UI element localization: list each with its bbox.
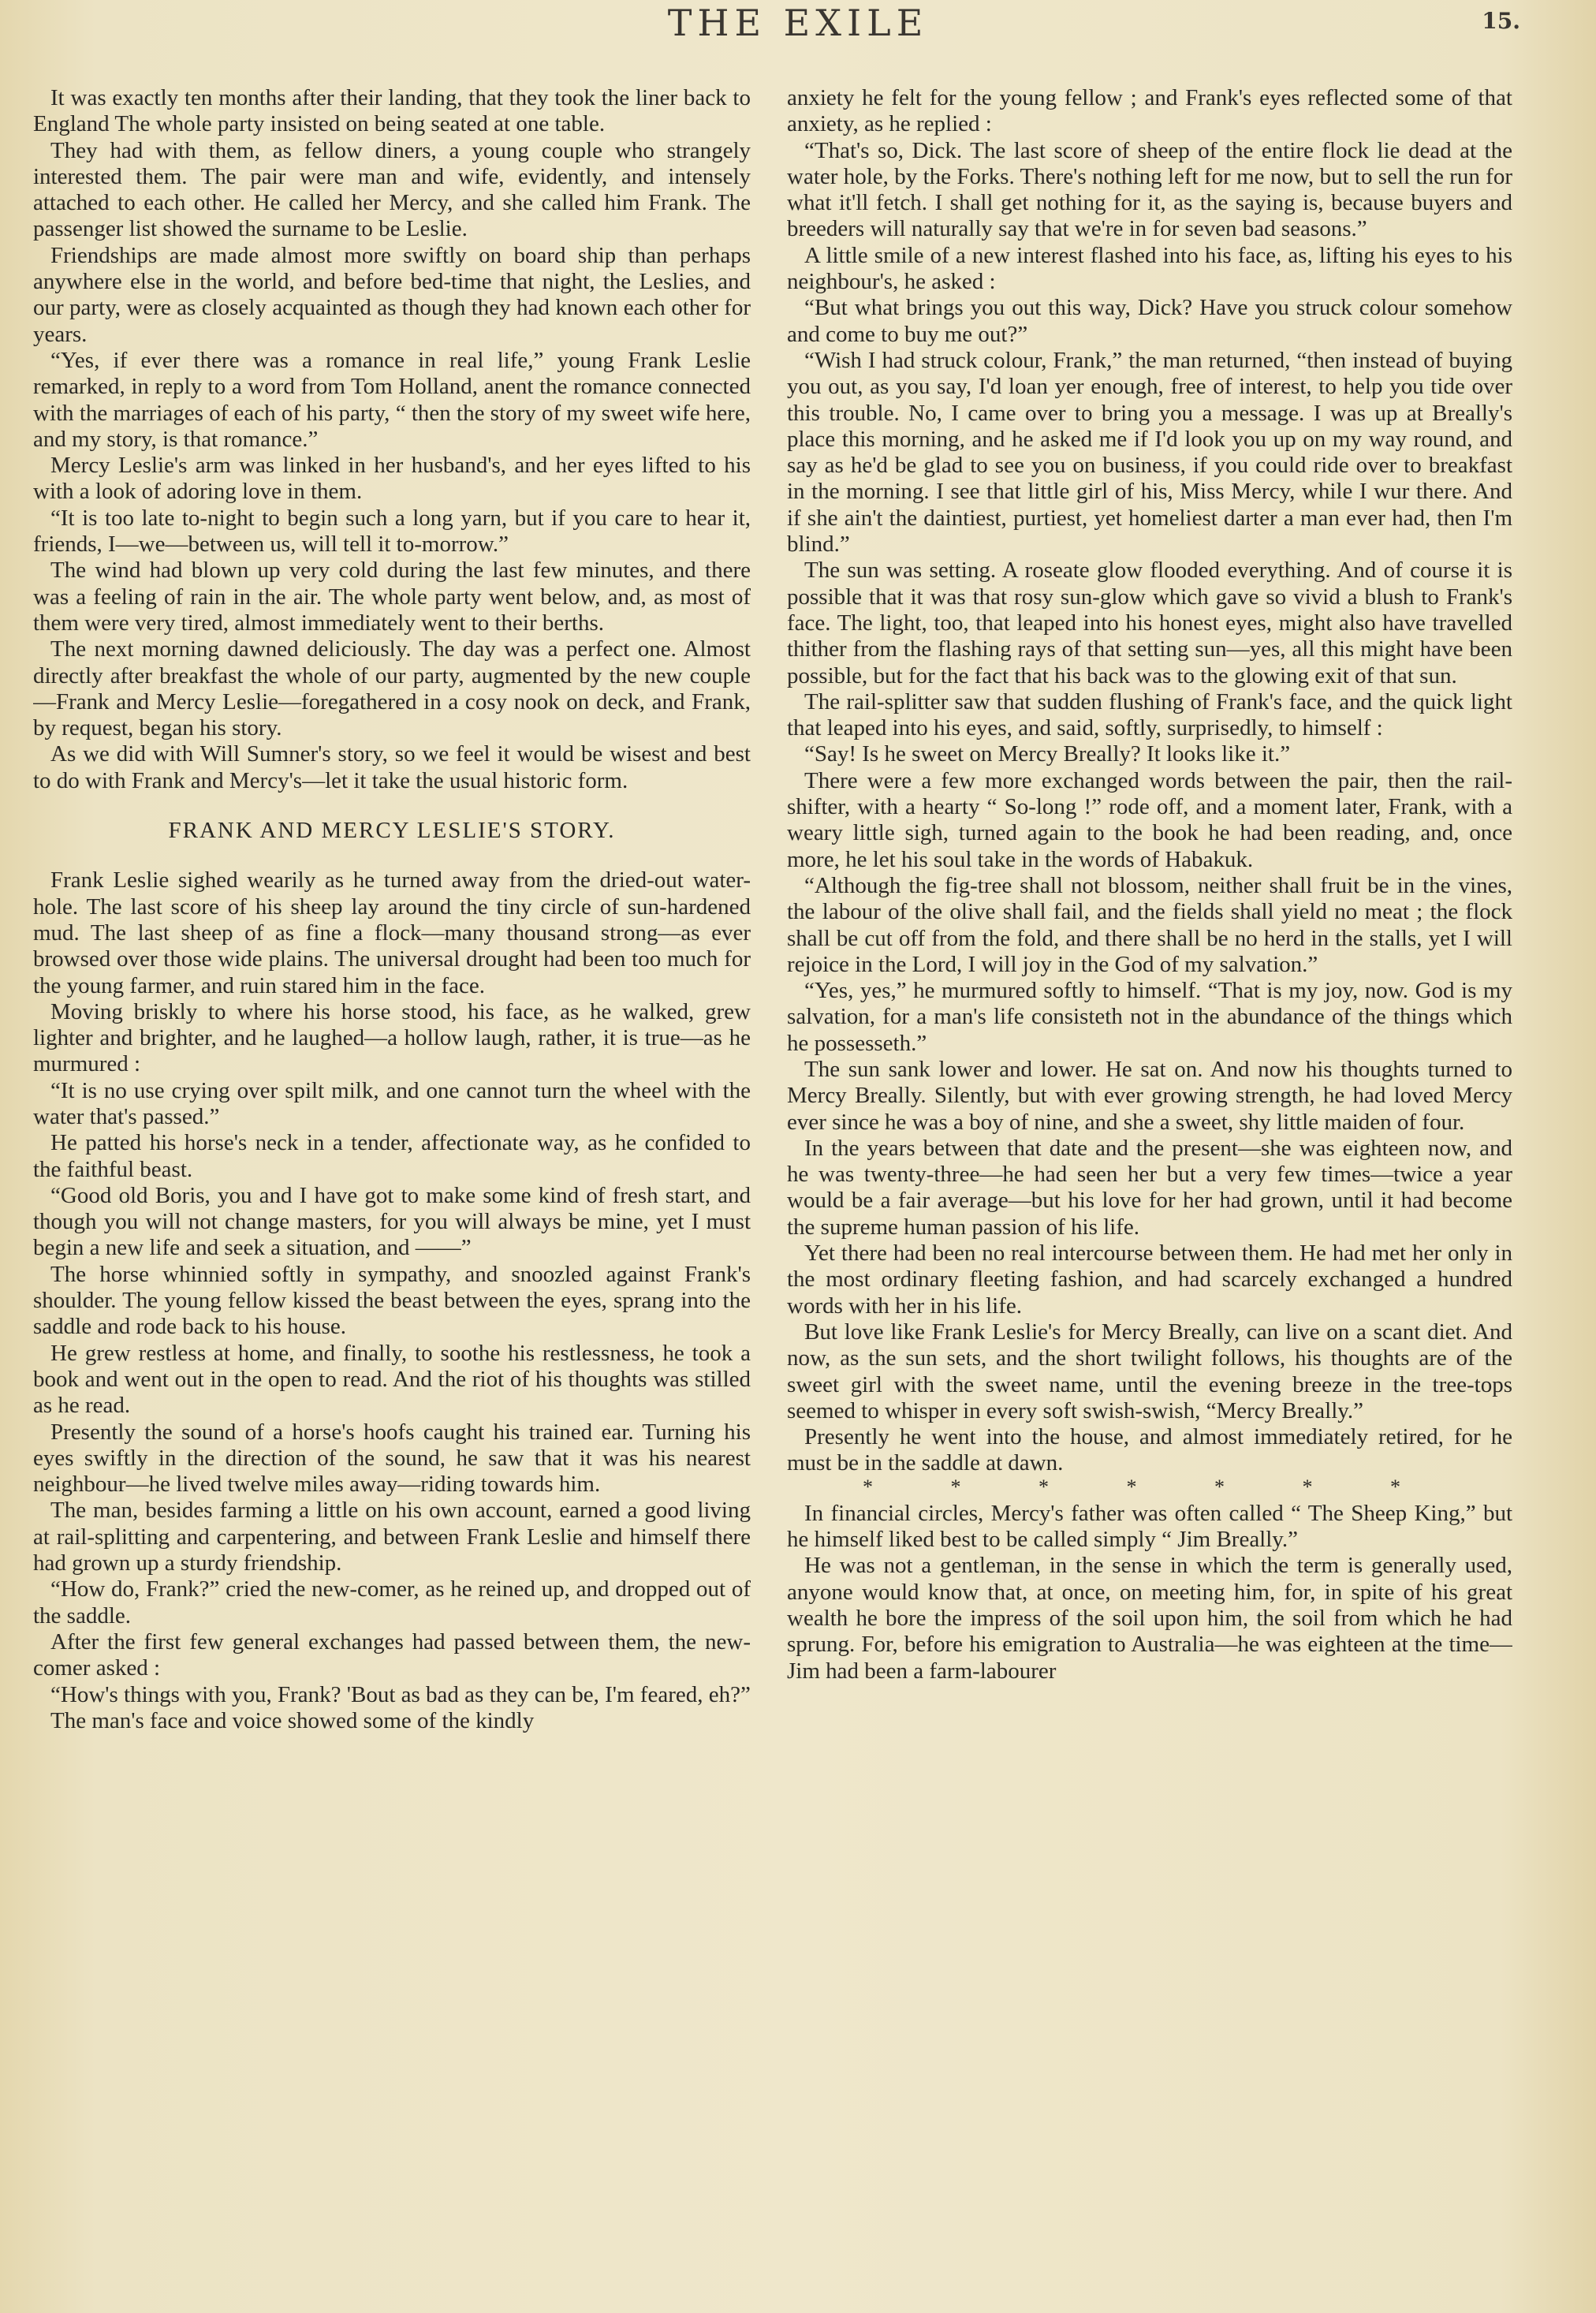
page-number: 15.	[1482, 8, 1520, 34]
paragraph: There were a few more exchanged words between the pair, then the rail-shifter, with a hearty “ So-long !” rode off, and a moment later, Frank, with a weary little sigh, turned again to the book he had been reading, and, once more, he let his soul take in the words of Habakuk.	[787, 767, 1512, 872]
paragraph: “Yes, yes,” he murmured softly to himself. “That is my joy, now. God is my salvation, for a man's life consisteth not in the abundance of the things which he possesseth.”	[787, 978, 1512, 1056]
paragraph: He patted his horse's neck in a tender, affectionate way, as he confided to the faithful beast.	[33, 1130, 751, 1182]
paragraph: Yet there had been no real intercourse between them. He had met her only in the most ordinary fleeting fashion, and had scarcely exchanged a hundred words with her in his life.	[787, 1240, 1512, 1319]
paragraph: “Good old Boris, you and I have got to make some kind of fresh start, and though you will not change masters, for you will always be mine, yet I must begin a new life and seek a situation, and ——”	[33, 1182, 751, 1261]
paragraph: “Wish I had struck colour, Frank,” the man returned, “then instead of buying you out, as you say, I'd loan yer enough, free of interest, to help you tide over this trouble. No, I came over to bring you a message. I was up at Breally's place this morning, and he asked me if I'd look you up on my way round, and say as he'd be glad to see you on business, if you could ride over to breakfast in the morning. I see that little girl of his, Miss Mercy, while I wur there. And if she ain't the daintiest, purtiest, yet homeliest darter a man ever had, then I'm blind.”	[787, 347, 1512, 558]
paragraph: “But what brings you out this way, Dick? Have you struck colour somehow and come to buy me out?”	[787, 295, 1512, 347]
paragraph: In financial circles, Mercy's father was often called “ The Sheep King,” but he himself liked best to be called simply “ Jim Breally.”	[787, 1500, 1512, 1553]
story-heading: FRANK AND MERCY LESLIE'S STORY.	[168, 818, 616, 844]
paragraph: “How do, Frank?” cried the new-comer, as he reined up, and dropped out of the saddle.	[33, 1576, 751, 1628]
paragraph: The wind had blown up very cold during the last few minutes, and there was a feeling of rain in the air. The whole party went below, and, as most of them were very tired, almost immediately went to their berths.	[33, 558, 751, 636]
paragraph: The sun sank lower and lower. He sat on. And now his thoughts turned to Mercy Breally. Silently, but with ever growing strength, he had loved Mercy ever since he was a boy of nine, and she a sweet, shy little maiden of four.	[787, 1056, 1512, 1135]
paragraph: He was not a gentleman, in the sense in which the term is generally used, anyone would know that, at once, on meeting him, for, in spite of his great wealth he bore the impress of the soil upon him, the soil from which he had sprung. For, before his emigration to Australia—he was eighteen at the time—Jim had been a farm-labourer	[787, 1553, 1512, 1684]
paragraph: “That's so, Dick. The last score of sheep of the entire flock lie dead at the water hole, by the Forks. There's nothing left for me now, but to sell the run for what it'll fetch. I shall get nothing for it, as the saying is, because buyers and breeders will naturally say that we're in for seven bad seasons.”	[787, 137, 1512, 242]
paragraph: anxiety he felt for the young fellow ; and Frank's eyes reflected some of that anxiety, as he replied :	[787, 85, 1512, 137]
paragraph: Presently he went into the house, and almost immediately retired, for he must be in the saddle at dawn.	[787, 1424, 1512, 1476]
left-column	[33, 85, 751, 2167]
section-separator: * * * * * * *	[863, 1475, 1437, 1498]
paragraph: He grew restless at home, and finally, to soothe his restlessness, he took a book and went out in the open to read. And the riot of his thoughts was stilled as he read.	[33, 1340, 751, 1419]
paragraph: The horse whinnied softly in sympathy, and snoozled against Frank's shoulder. The young fellow kissed the beast between the eyes, sprang into the saddle and rode back to his house.	[33, 1261, 751, 1340]
paragraph: But love like Frank Leslie's for Mercy Breally, can live on a scant diet. And now, as the sun sets, and the short twilight follows, his thoughts are of the sweet girl with the sweet name, until the evening breeze in the tree-tops seemed to whisper in every soft swish-swish, “Mercy Breally.”	[787, 1319, 1512, 1423]
paragraph: “Although the fig-tree shall not blossom, neither shall fruit be in the vines, the labour of the olive shall fail, and the fields shall yield no meat ; the flock shall be cut off from the fold, and there shall be no herd in the stalls, yet I will rejoice in the Lord, I will joy in the God of my salvation.”	[787, 872, 1512, 977]
paragraph: It was exactly ten months after their landing, that they took the liner back to England The whole party insisted on being seated at one table.	[33, 85, 751, 137]
paragraph: They had with them, as fellow diners, a young couple who strangely interested them. The pair were man and wife, evidently, and intensely attached to each other. He called her Mercy, and she called him Frank. The passenger list showed the surname to be Leslie.	[33, 137, 751, 242]
paragraph: The rail-splitter saw that sudden flushing of Frank's face, and the quick light that leaped into his eyes, and said, softly, surprisedly, to himself :	[787, 688, 1512, 741]
paragraph: Mercy Leslie's arm was linked in her husband's, and her eyes lifted to his with a look of adoring love in them.	[33, 453, 751, 505]
running-title: THE EXILE	[667, 2, 929, 44]
paragraph: Presently the sound of a horse's hoofs caught his trained ear. Turning his eyes swiftly in the direction of the sound, he saw that it was his nearest neighbour—he lived twelve miles away—riding towards him.	[33, 1419, 751, 1498]
paragraph: “How's things with you, Frank? 'Bout as bad as they can be, I'm feared, eh?”	[50, 1681, 751, 1707]
running-head	[0, 0, 1596, 47]
paragraph: “It is too late to-night to begin such a long yarn, but if you care to hear it, friends, I—we—between us, will tell it to-morrow.”	[33, 505, 751, 558]
right-column	[787, 85, 1512, 2167]
paragraph: “Say! Is he sweet on Mercy Breally? It looks like it.”	[804, 741, 1291, 767]
paragraph: As we did with Will Sumner's story, so we feel it would be wisest and best to do with Frank and Mercy's—let it take the usual historic form.	[33, 741, 751, 793]
paragraph: The sun was setting. A roseate glow flooded everything. And of course it is possible that it was that rosy sun-glow which gave so vivid a blush to Frank's face. The light, too, that leaped into his honest eyes, might also have travelled thither from the flashing rays of that setting sun—yes, all this might have been possible, but for the fact that his back was to the glowing exit of that sun.	[787, 558, 1512, 688]
paragraph: “It is no use crying over spilt milk, and one cannot turn the wheel with the water that's passed.”	[33, 1077, 751, 1129]
paragraph: After the first few general exchanges had passed between them, the new-comer asked :	[33, 1628, 751, 1681]
paragraph: Frank Leslie sighed wearily as he turned away from the dried-out water-hole. The last score of his sheep lay around the tiny circle of sun-hardened mud. The last sheep of as fine a flock—many thousand strong—as ever browsed over those wide plains. The universal drought had been too much for the young farmer, and ruin stared him in the face.	[33, 867, 751, 998]
paragraph: Friendships are made almost more swiftly on board ship than perhaps anywhere else in the world, and before bed-time that night, the Leslies, and our party, were as closely acquainted as though they had known each other for years.	[33, 242, 751, 347]
paragraph: Moving briskly to where his horse stood, his face, as he walked, grew lighter and brighter, and he laughed—a hollow laugh, rather, it is true—as he murmured :	[33, 998, 751, 1077]
paragraph: In the years between that date and the present—she was eighteen now, and he was twenty-three—he had seen her but a very few times—twice a year would be a fair average—but his love for her had grown, until it had become the supreme human passion of his life.	[787, 1135, 1512, 1240]
paragraph: A little smile of a new interest flashed into his face, as, lifting his eyes to his neighbour's, he asked :	[787, 242, 1512, 295]
paragraph: The next morning dawned deliciously. The day was a perfect one. Almost directly after breakfast the whole of our party, augmented by the new couple—Frank and Mercy Leslie—foregathered in a cosy nook on deck, and Frank, by request, began his story.	[33, 636, 751, 741]
paragraph: The man, besides farming a little on his own account, earned a good living at rail-splitting and carpentering, and between Frank Leslie and himself there had grown up a sturdy friendship.	[33, 1498, 751, 1576]
paragraph: The man's face and voice showed some of the kindly	[50, 1707, 535, 1733]
paragraph: “Yes, if ever there was a romance in real life,” young Frank Leslie remarked, in reply to a word from Tom Holland, anent the romance connected with the marriages of each of his party, “ then the story of my sweet wife here, and my story, is that romance.”	[33, 347, 751, 452]
